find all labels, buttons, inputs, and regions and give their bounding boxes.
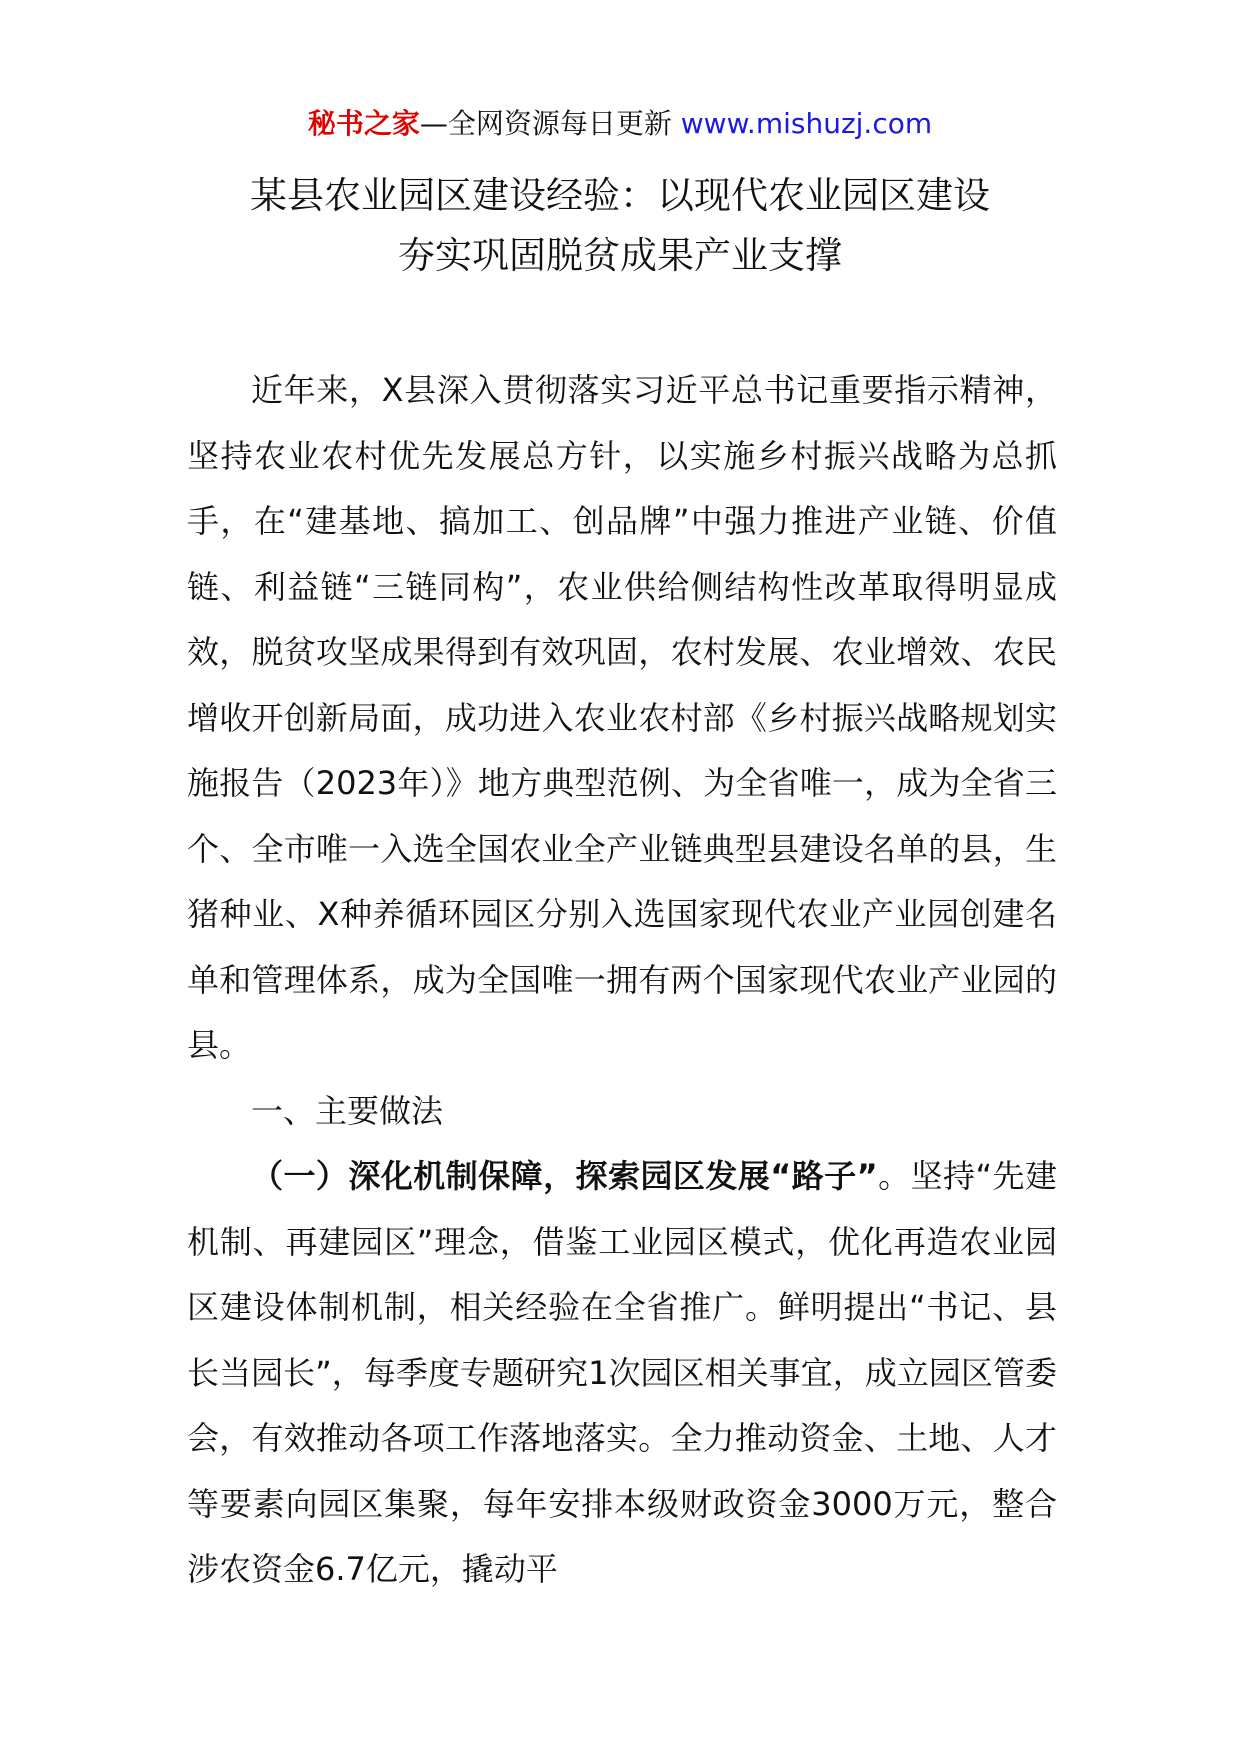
document-body (187, 358, 1057, 1603)
title-line-2: 夯实巩固脱贫成果产业支撑 (398, 234, 842, 277)
subsection-text: 。坚持“先建机制、再建园区”理念，借鉴工业园区模式，优化再造农业园区建设体制机制，相关经验在全省推广。鲜明提出“书记、县长当园长”，每季度专题研究1次园区相关事宜，成立园区管委会，有效推动各项工作落地落实。全力推动资金、土地、人才等要素向园区集聚，每年安排本级财政资金3000万元，整合涉农资金6.7亿元，撬动平 (187, 1157, 1057, 1588)
title-line-1: 某县农业园区建设经验：以现代农业园区建设 (250, 174, 990, 217)
brand-name: 秘书之家 (307, 107, 420, 140)
site-url-link[interactable]: www.mishuzj.com (680, 107, 933, 140)
intro-paragraph: 近年来，X县深入贯彻落实习近平总书记重要指示精神，坚持农业农村优先发展总方针，以实施乡村振兴战略为总抓手，在“建基地、搞加工、创品牌”中强力推进产业链、价值链、利益链“三链同构”，农业供给侧结构性改革取得明显成效，脱贫攻坚成果得到有效巩固，农村发展、农业增效、农民增收开创新局面，成功进入农业农村部《乡村振兴战略规划实施报告（2023年）》地方典型范例、为全省唯一，成为全省三个、全市唯一入选全国农业全产业链典型县建设名单的县，生猪种业、X种养循环园区分别入选国家现代农业产业园创建名单和管理体系，成为全国唯一拥有两个国家现代农业产业园的县。 (187, 371, 1057, 1064)
subsection-heading: （一）深化机制保障，探索园区发展“路子” (251, 1157, 878, 1195)
section-heading: 一、主要做法 (251, 1091, 444, 1130)
header-tagline: —全网资源每日更新 (419, 107, 681, 140)
document-title (100, 166, 1140, 286)
subsection-paragraph (187, 1144, 1057, 1603)
header-banner (0, 104, 1240, 144)
